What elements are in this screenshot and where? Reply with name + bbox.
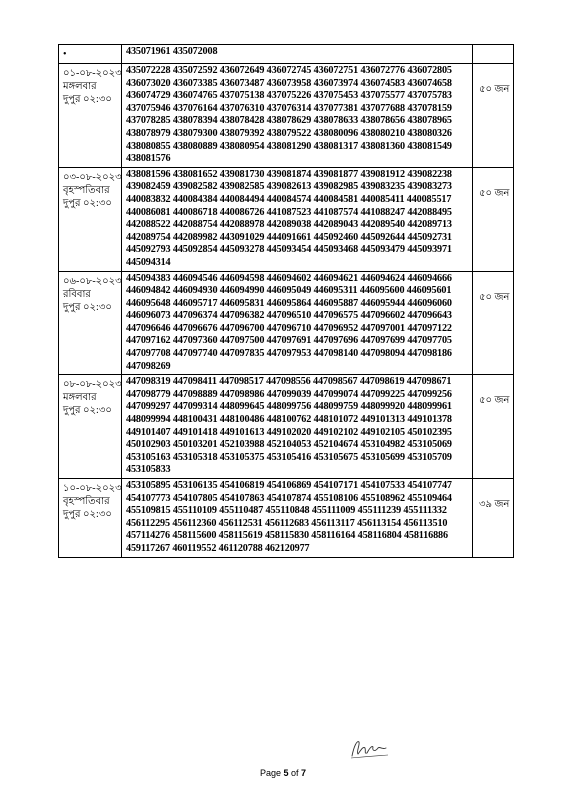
candidate-count: ৫০ জন (473, 375, 514, 479)
exam-weekday: মঙ্গলবার (63, 81, 97, 92)
roll-numbers: 435071961 435072008 (122, 45, 473, 64)
table-row (59, 45, 514, 64)
schedule-cell (59, 45, 122, 64)
exam-weekday: মঙ্গলবার (63, 392, 97, 404)
table-row (59, 167, 514, 271)
candidate-count: ৫০ জন (473, 167, 514, 271)
candidate-count: ৫০ জন (473, 64, 514, 168)
schedule-cell (59, 479, 122, 558)
signature (348, 736, 392, 760)
exam-date: ০১-০৮-২০২৩ (63, 68, 122, 79)
exam-weekday: রবিবার (63, 288, 91, 300)
table-row (59, 479, 514, 558)
page-footer: Page 5 of 7 (259, 768, 307, 778)
exam-date: ০৩-০৮-২০২৩ (63, 171, 122, 183)
exam-weekday: বৃহস্পতিবার (63, 496, 110, 507)
candidate-count: ৩৯ জন (473, 479, 514, 558)
page-total: 7 (301, 768, 307, 778)
schedule-cell (59, 375, 122, 479)
table-row (59, 64, 514, 168)
roll-numbers: 435072228 435072592 436072649 436072745 436072751 436072776 436072805 436073020 436073385 436073487 436073958 436073974 436074583 436074658 436074729 436074765 437075138 437075226 437075453 437075577 437075783 437075946 437076164 437076310 437076314 437077381 437077688 437078159 437078285 438078394 438078428 438078629 438078633 438078656 438078965 438078979 438079300 438079392 438079522 438080096 438080210 438080326 438080855 438080889 438080954 438081290 438081317 438081360 438081549 438081576 (122, 64, 473, 168)
exam-date: • (63, 49, 67, 60)
table-row (59, 375, 514, 479)
exam-time: দুপুর ০২:৩০ (63, 405, 112, 417)
table-row (59, 271, 514, 375)
candidate-count: ৫০ জন (473, 271, 514, 375)
schedule-cell (59, 167, 122, 271)
exam-time: দুপুর ০২:৩০ (63, 197, 112, 209)
exam-time: দুপুর ০২:৩০ (63, 301, 112, 313)
exam-time: দুপুর ০২:৩০ (63, 94, 112, 105)
schedule-cell (59, 64, 122, 168)
schedule-cell (59, 271, 122, 375)
exam-date: ০৮-০৮-২০২৩ (63, 379, 122, 391)
results-table (58, 44, 514, 558)
roll-numbers: 445094383 446094546 446094598 446094602 446094621 446094624 446094666 446094842 446094930 446094990 446095049 446095311 446095600 446095601 446095648 446095717 446095831 446095864 446095887 446095944 446096060 446096073 447096374 447096382 447096510 447096575 447096602 447096643 447096646 447096676 447096700 447096710 447096952 447097001 447097122 447097162 447097360 447097500 447097691 447097696 447097699 447097705 447097708 447097740 447097835 447097953 447098140 447098094 447098186 447098269 (122, 271, 473, 375)
candidate-count (473, 45, 514, 64)
roll-numbers: 453105895 453106135 454106819 454106869 454107171 454107533 454107747 454107773 454107805 454107863 454107874 455108106 455108962 455109464 455109815 455110109 455110487 455110848 455111009 455111239 455111332 456112295 456112360 456112531 456112683 456113117 456113154 456113510 457114276 458115600 458115619 458115830 458116164 458116804 458116886 459117267 460119552 461120788 462120977 (122, 479, 473, 558)
page-number: 5 (283, 768, 289, 778)
roll-numbers: 438081596 438081652 439081730 439081874 439081877 439081912 439082238 439082459 439082582 439082585 439082613 439082985 439083235 439083273 440083832 440084384 440084494 440084574 440084581 440085411 440085517 440086081 440086718 440086726 441087523 441087574 441088247 442088495 442088522 442088754 442088978 442089038 442089043 442089540 442089713 442089754 442089982 443091029 444091661 445092460 445092644 445092731 445092793 445092854 445093278 445093454 445093468 445093479 445093971 445094314 (122, 167, 473, 271)
exam-date: ১০-০৮-২০২৩ (63, 483, 122, 494)
roll-numbers: 447098319 447098411 447098517 447098556 447098567 447098619 447098671 447098779 447098889 447098986 447099039 447099074 447099225 447099256 447099297 447099314 448099645 448099756 448099759 448099920 448099961 448099994 448100431 448100486 448100762 448101072 449101313 449101378 449101407 449101418 449101613 449102020 449102102 449102105 450102395 450102903 450103201 452103988 452104053 452104674 453104982 453105069 453105163 453105318 453105375 453105416 453105675 453105699 453105709 453105833 (122, 375, 473, 479)
exam-date: ০৬-০৮-২০২৩ (63, 275, 122, 287)
document-sheet (58, 44, 510, 558)
exam-time: দুপুর ০২:৩০ (63, 509, 112, 520)
exam-weekday: বৃহস্পতিবার (63, 184, 110, 196)
